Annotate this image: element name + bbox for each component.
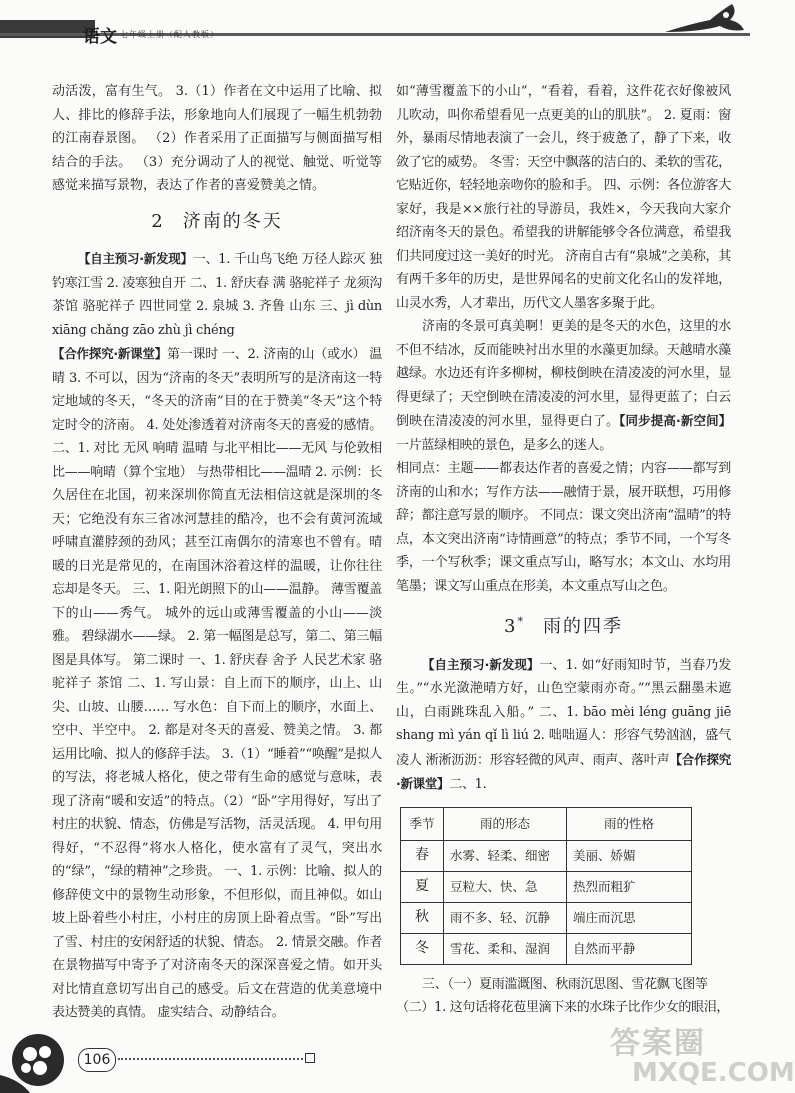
section-title	[52, 210, 382, 234]
paragraph: 【自主预习·新发现】一、1. 千山鸟飞绝 万径人踪灭 独钓寒江雪 2. 凌寒独自开 二、1. 舒庆春 满 骆驼祥子 龙须沟 茶馆 骆驼祥子 四世同堂 2. 泉城 3. 齐鲁 山东 三、jì dùn xiāng chǎng zāo zhù jì chéng	[52, 251, 383, 338]
table-header: 季节	[401, 807, 444, 840]
right-column	[396, 80, 731, 1020]
page-number: 106	[78, 1048, 116, 1072]
paragraph: 相同点：主题——都表达作者的喜爱之情；内容——都写到济南的山和水；写作方法——融情于景，展开联想，巧用修辞；都注意写景的顺序。 不同点：课文突出济南“温晴”的特点，本文突出济南“诗情画意”的特点；季节不同，一个写冬季，一个写秋季；课文重点写山，略写水；本文山、水均用笔墨；课文写山重点在形美，本文重点写山之色。	[396, 461, 731, 594]
paragraph: 【自主预习·新发现】一、1. 如“好雨知时节，当春乃发生。”“水光潋滟晴方好，山色空蒙雨亦奇。”“黑云翻墨未遮山，白雨跳珠乱入船。” 二、1. bāo mèi léng guāng jiē shang mì yán qǐ lì liú 2. 咄咄逼人：形容气势汹汹，盛气凌人 淅淅沥沥：形容轻微的风声、雨声、落叶声【合作探究·新课堂】二、1.	[396, 656, 732, 792]
table-header: 雨的形态	[444, 807, 567, 840]
table-cell: 春	[401, 840, 444, 871]
section-heading: 雨的四季	[542, 616, 623, 637]
label-preview: 【自主预习·新发现】	[422, 656, 540, 672]
header-subject: 语文	[83, 27, 117, 47]
paragraph: 动活泼，富有生气。 3.（1）作者在文中运用了比喻、拟人、排比的修辞手法，形象地向人们展现了一幅生机勃勃的江南春景图。 （2）作者采用了正面描写与侧面描写相结合的手法。 （3）充分调动了人的视觉、触觉、听觉等感觉来描写景物，表达了作者的喜爱赞美之情。	[52, 84, 382, 193]
left-column	[52, 80, 382, 1025]
section-heading: 济南的冬天	[182, 210, 283, 232]
flower-ornament-icon	[660, 2, 745, 40]
table-row	[401, 933, 692, 964]
watermark: 答案圈	[610, 1026, 706, 1061]
table-row	[401, 871, 692, 902]
footer-square-icon	[305, 1053, 315, 1063]
paragraph: 三、（一）夏雨滥溉图、秋雨沉思图、雪花飘飞图等	[422, 976, 708, 992]
table-cell: 冬	[401, 933, 444, 964]
table-cell: 雨不多、轻、沉静	[444, 902, 567, 933]
footer-divider	[118, 1058, 303, 1060]
table-cell: 水雾、轻柔、细密	[444, 840, 567, 871]
table-cell: 热烈而粗犷	[567, 871, 692, 902]
paragraph: 济南的冬景可真美啊！更美的是冬天的水色，这里的水不但不结冰，反而能映衬出水里的水藻更加绿。天越晴水藻越绿。水边还有许多柳树，柳枝倒映在清凌凌的河水里，显得更绿了；天空倒映在清凌凌的河水里，显得更蓝了；白云倒映在清凌凌的河水里，显得更白了。【同步提高·新空间】一片蓝绿相映的景色，是多么的迷人。	[396, 319, 731, 453]
paragraph: 如“薄雪覆盖下的小山”，“看着，看着，这件花衣好像被风儿吹动，叫你希望看见一点更美的山的肌肤”。 2. 夏雨：窗外，暴雨尽情地表演了一会儿，终于疲惫了，静了下来，收敛了它的威势。 冬雪：天空中飘落的洁白的、柔软的雪花，它贴近你，轻轻地亲吻你的脸和手。 四、示例：各位游客大家好，我是××旅行社的导游员，我姓×，今天我向大家介绍济南冬天的景色。希望我的讲解能够令各位满意，希望我们共同度过这一美好的时光。 济南自古有“泉城”之美称，其有两千多年的历史，是世界闻名的史前文化名山的发祥地，山灵水秀，人才辈出，历代文人墨客多聚于此。	[396, 84, 731, 311]
paragraph: （二）1. 这句话将花苞里滴下来的水珠子比作少女的眼泪，	[396, 1000, 730, 1015]
watermark-url: MXQE.COM	[632, 1058, 795, 1088]
table-row	[401, 902, 692, 933]
table-cell: 秋	[401, 902, 444, 933]
table-row	[401, 840, 692, 871]
table-cell: 端庄而沉思	[567, 902, 692, 933]
table-cell: 豆粒大、快、急	[444, 871, 567, 902]
paragraph: 【合作探究·新课堂】第一课时 一、2. 济南的山（或水） 温晴 3. 不可以，因为“济南的冬天”表明所写的是济南这一特定地域的冬天，“冬天的济南”目的在于赞美“冬天”这个特定时令的济南。 4. 处处渗透着对济南冬天的喜爱的感情。 二、1. 对比 无风 响晴 温晴 与北平相比——无风 与伦敦相比——响晴（算个宝地） 与热带相比——温晴 2. 示例：长久居住在北国，初来深圳你简直无法相信这就是深圳的冬天；它绝没有东三省冰河慧挂的酷冷，也不会有黄河流域呼啸直灌脖颈的劲风；甚至江南偶尔的清寒也不曾有。晴暖的日光是常见的，在南国沐浴着这样的温暖，让你往往忘却是冬天。 三、1. 阳光朗照下的山——温静。 薄雪覆盖下的山——秀气。 城外的远山或薄雪覆盖的小山——淡雅。 碧绿湖水——绿。 2. 第一幅图是总写，第二、第三幅图是具体写。 第二课时 一、1. 舒庆春 舍予 人民艺术家 骆驼祥子 茶馆 二、1. 写山景：自上而下的顺序，山上、山尖、山坡、山腰…… 写水色：自下而上的顺序，水面上、空中、半空中。 2. 都是对冬天的喜爱、赞美之情。 3. 都运用比喻、拟人的修辞手法。 3.（1）“睡着”“唤醒”是拟人的写法，将老城人格化，使之带有生命的感觉与意味，表现了济南“暖和安适”的特点。（2）“卧”字用得好，写出了村庄的状貌、情态，仿佛是写活物，活灵活现。 4. 甲句用得好，“不忍得”将水人格化，使水富有了灵气，突出水的“绿”，“绿的精神”之珍贵。 一、1. 示例：比喻、拟人的修辞使文中的景物生动形象，不但形似，而且神似。如山坡上卧着些小村庄，小村庄的房顶上卧着点雪。“卧”写出了雪、村庄的安闲舒适的状貌、情态。 2. 情景交融。作者在景物描写中寄予了对济南冬天的深深喜爱之情。如开头对比情直意切写出自己的感受。后文在营造的优美意境中表达赞美的真情。 虚实结合、动静结合。	[52, 346, 382, 1020]
label-coop: 【合作探究·新课堂】	[396, 751, 731, 791]
flower-ornament-icon	[0, 1030, 80, 1093]
table-header-row	[401, 807, 692, 840]
table-cell: 夏	[401, 871, 444, 902]
table-header: 雨的性格	[567, 807, 692, 840]
table-cell: 雪花、柔和、湿润	[444, 933, 567, 964]
table-cell: 美丽、娇媚	[567, 840, 692, 871]
header-grade: 七年级上册（配人教版）	[120, 30, 219, 39]
section-number: 2	[151, 210, 165, 232]
label-improve: 【同步提高·新空间】	[619, 413, 731, 428]
table-cell: 自然而平静	[567, 933, 692, 964]
label-preview: 【自主预习·新发现】	[78, 251, 193, 266]
rain-seasons-table	[400, 807, 692, 965]
section-number: 3*	[504, 615, 525, 637]
label-coop: 【合作探究·新课堂】	[52, 346, 167, 361]
section-title	[396, 610, 731, 639]
